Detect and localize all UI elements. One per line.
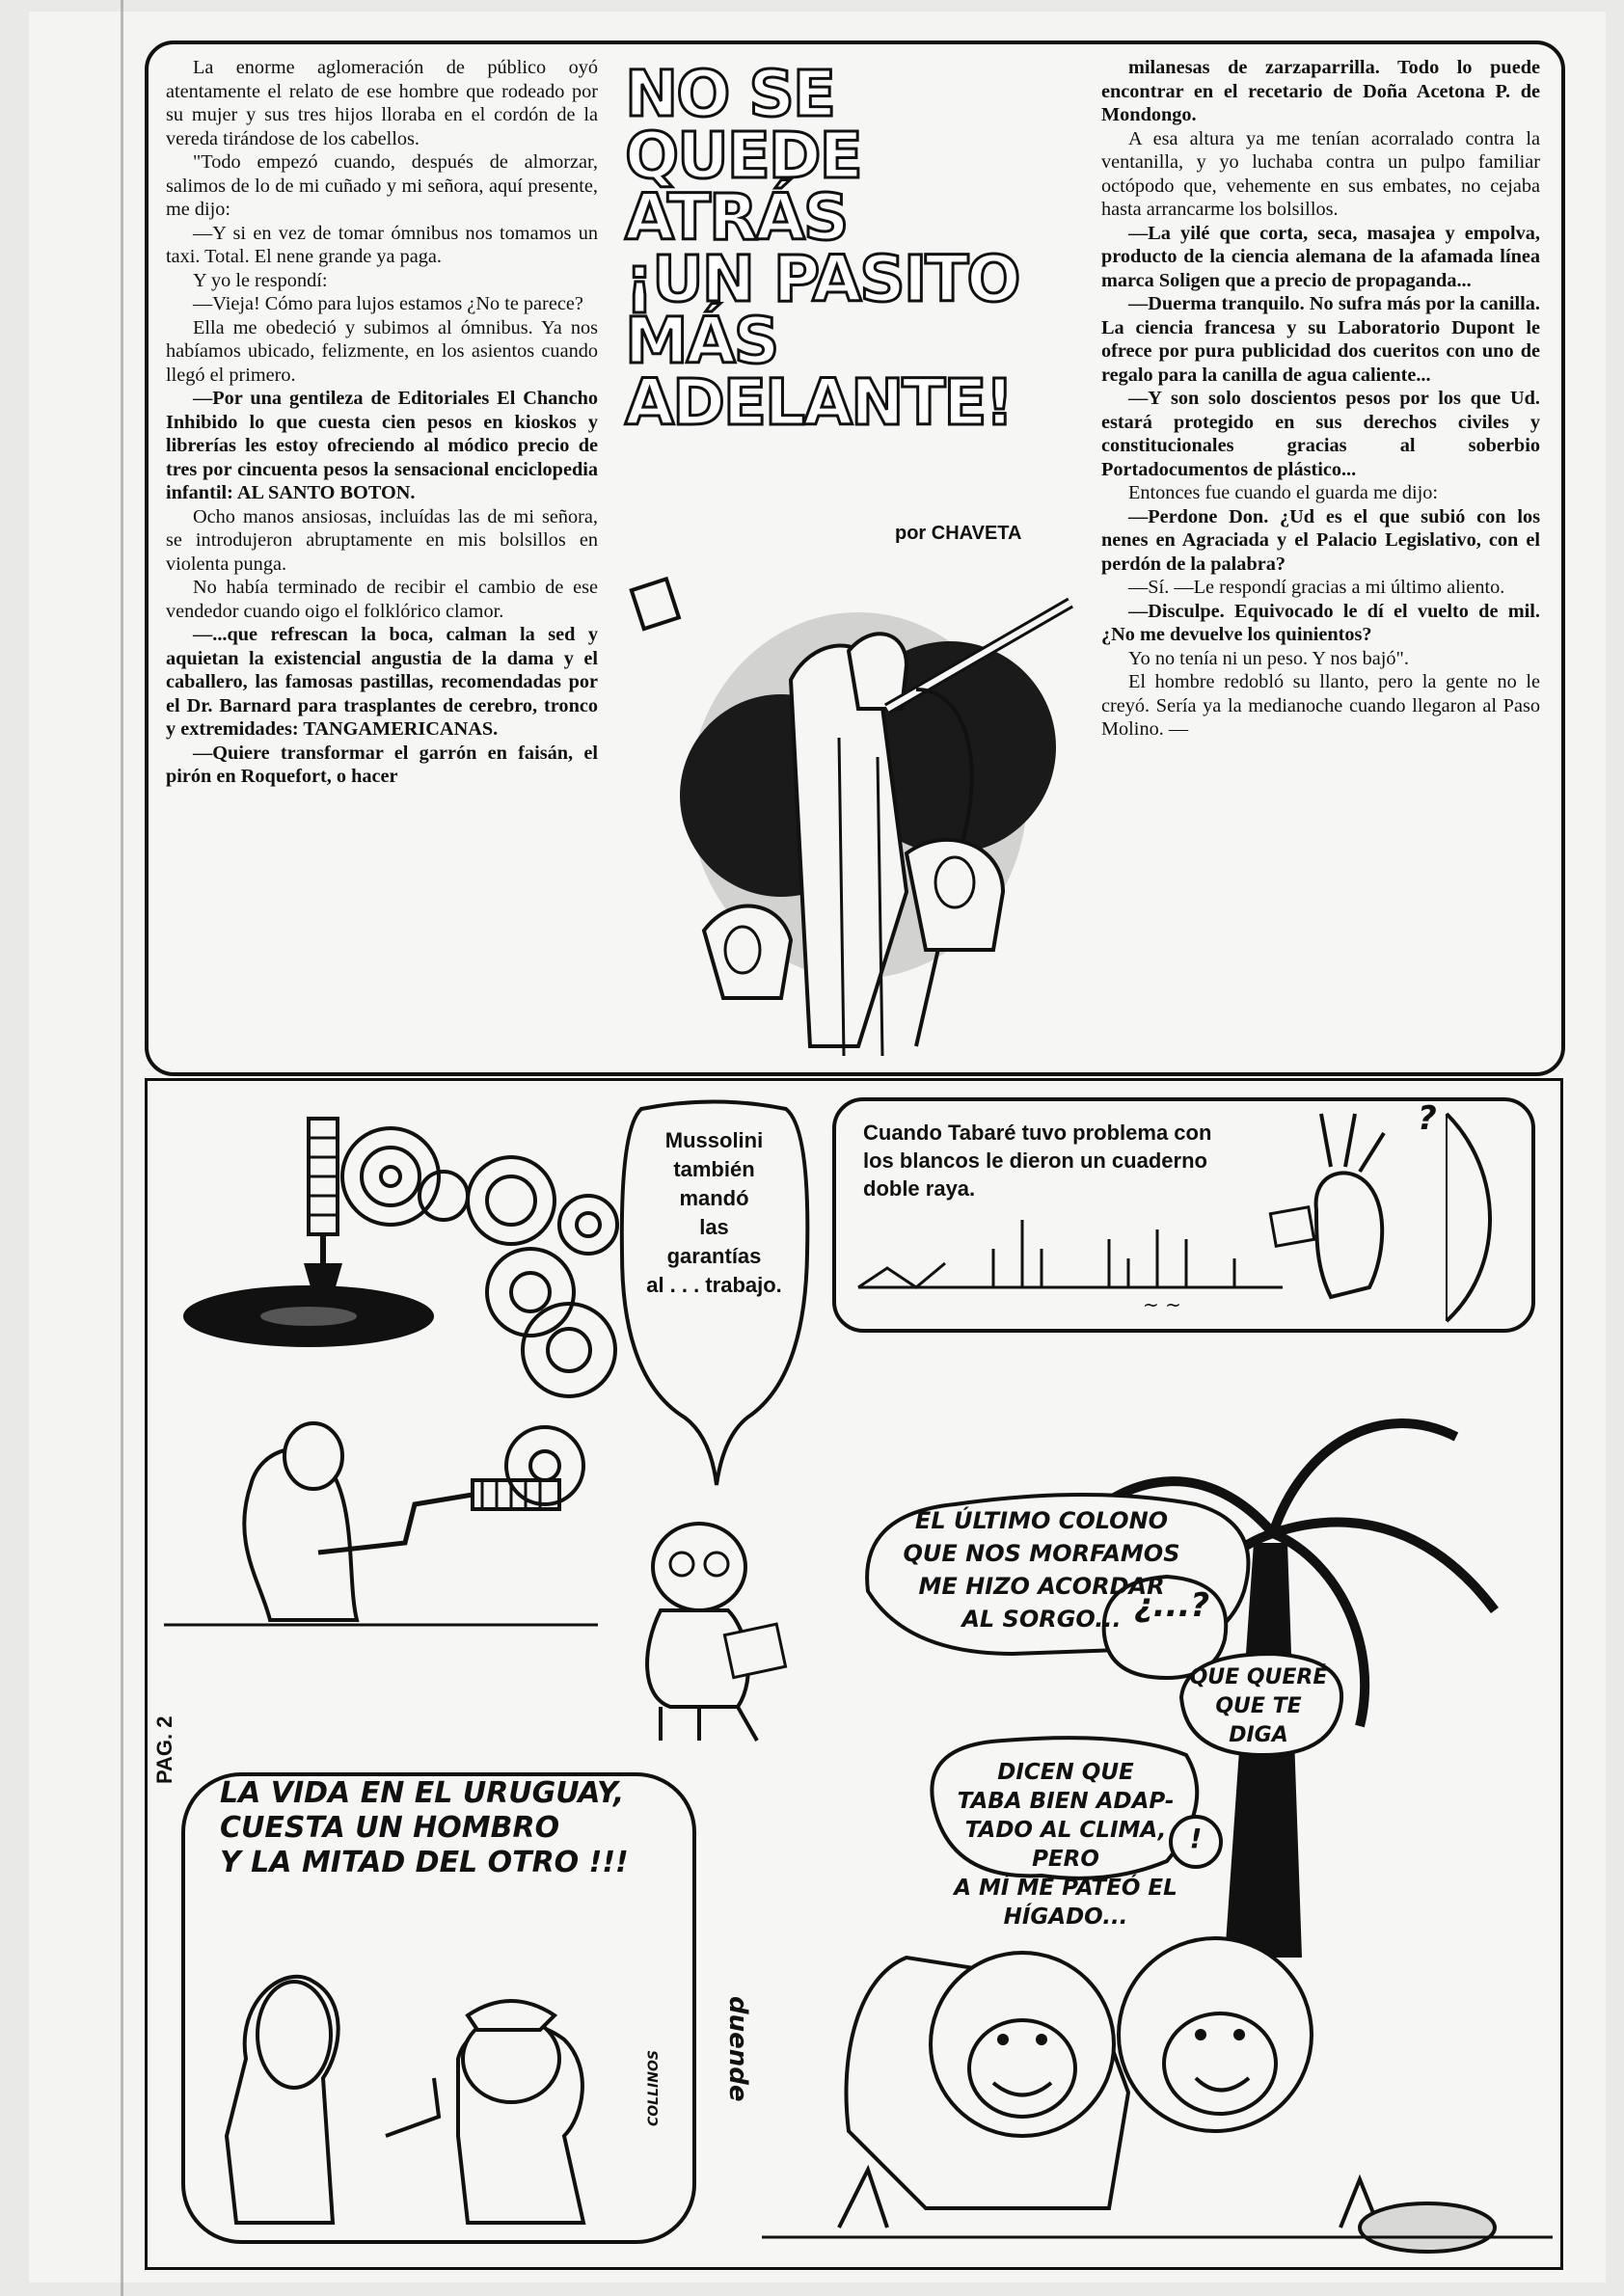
dicen-balloon-text <box>940 1758 1191 1931</box>
mussolini-line-1: Mussolini <box>664 1128 764 1152</box>
dicen-line-5: HÍGADO... <box>1003 1904 1128 1930</box>
tabare-question-mark: ? <box>1418 1099 1437 1138</box>
article-paragraph: —Por una gentileza de Editoriales El Chancho Inhibido lo que cuesta cien pesos en kioskos y librerías les estoy ofreciendo al módico precio de tres por cincuenta pesos la sensacional enciclopedia infantil: AL SANTO BOTON. <box>166 388 598 503</box>
page-number: PAG. 2 <box>152 1715 176 1784</box>
article-paragraph: Yo no tenía ni un peso. Y nos bajó". <box>1128 647 1409 669</box>
gears-cartoon <box>164 1099 627 1639</box>
article-paragraph: —Sí. —Le respondí gracias a mi último aliento. <box>1128 577 1505 598</box>
uruguay-line-1: LA VIDA EN EL URUGUAY, <box>220 1776 625 1810</box>
quequere-line-1: QUE QUERÉ <box>1189 1665 1328 1689</box>
headline-line-6: ADELANTE! <box>625 365 1013 440</box>
tabare-line-3: doble raya. <box>863 1176 976 1201</box>
exclaim-balloon-text: ! <box>1189 1823 1203 1854</box>
article-paragraph: —Vieja! Cómo para lujos estamos ¿No te parece? <box>193 293 583 314</box>
colono-line-1: EL ÚLTIMO COLONO <box>914 1507 1169 1534</box>
article-paragraph: —Y si en vez de tomar ómnibus nos tomamos un taxi. Total. El nene grande ya paga. <box>166 222 598 267</box>
article-paragraph: Entonces fue cuando el guarda me dijo: <box>1128 482 1439 503</box>
ticket-sellers-illustration <box>617 545 1099 1066</box>
svg-text:~ ~: ~ ~ <box>1143 1293 1181 1316</box>
article-byline: por CHAVETA <box>895 523 1022 544</box>
article-headline <box>625 57 1078 440</box>
article-paragraph: Ella me obedeció y subimos al ómnibus. Ya nos habíamos ubicado, felizmente, en los asientos cuando llegó el primero. <box>166 316 598 386</box>
article-paragraph: No había terminado de recibir el cambio de ese vendedor cuando oigo el folklórico clamor. <box>166 577 598 622</box>
article-paragraph: A esa altura ya me tenían acorralado contra la ventanilla, y yo luchaba contra un pulpo familiar octópodo que, vehemente en sus embates, no cejaba hasta arrancarme los bolsillos. <box>1101 127 1540 220</box>
article-paragraph: —Disculpe. Equivocado le dí el vuelto de mil. ¿No me devuelve los quinientos? <box>1101 600 1540 645</box>
mussolini-line-6: al . . . trabajo. <box>646 1273 782 1297</box>
tabare-line-2: los blancos le dieron un cuaderno <box>863 1148 1207 1173</box>
headline-line-3: ATRÁS <box>625 180 848 255</box>
headline-line-2: QUEDE <box>625 119 861 193</box>
colono-line-2: QUE NOS MORFAMOS <box>903 1540 1180 1567</box>
mussolini-line-2: también <box>673 1157 755 1181</box>
dicen-line-3: TADO AL CLIMA, PERO <box>964 1818 1167 1872</box>
article-paragraph: "Todo empezó cuando, después de almorzar, salimos de lo de mi cuñado y mi señora, aquí presente, me dijo: <box>166 151 598 220</box>
article-paragraph: El hombre redobló su llanto, pero la gente no le creyó. Sería ya la medianoche cuando llegaron al Paso Molino. — <box>1101 671 1540 740</box>
article-paragraph: —...que refrescan la boca, calman la sed y aquietan la existencial angustia de la dama y el caballero, las famosas pastillas, recomendadas por el Dr. Barnard para trasplantes de cerebro, tronco y extremidades: TANGAMERICANAS. <box>166 624 598 740</box>
dicen-line-4: A MÍ ME PATEÓ EL <box>954 1876 1177 1901</box>
quequere-balloon-text <box>1186 1663 1331 1750</box>
article-paragraph: —La yilé que corta, seca, masajea y empolva, producto de la ciencia alemana de la afamada línea marca Soligen que a precio de propaganda... <box>1101 222 1540 291</box>
mussolini-line-3: mandó <box>679 1186 749 1210</box>
uruguay-line-3: Y LA MITAD DEL OTRO !!! <box>220 1846 629 1879</box>
question-balloon-text: ¿...? <box>1133 1586 1210 1625</box>
article-paragraph: milanesas de zarzaparrilla. Todo lo puede encontrar en el recetario de Doña Acetona P. de Mondongo. <box>1101 57 1540 125</box>
dicen-line-1: DICEN QUE <box>997 1760 1134 1785</box>
colono-line-4: AL SORGO... <box>961 1606 1122 1633</box>
article-left-column <box>166 56 598 1059</box>
article-paragraph: —Perdone Don. ¿Ud es el que subió con los nenes en Agraciada y el Palacio Legislativo, con el perdón de la palabra? <box>1101 505 1540 575</box>
article-paragraph: Y yo le respondí: <box>193 269 328 291</box>
mussolini-line-5: garantías <box>666 1244 762 1268</box>
headline-line-1: NO SE <box>625 57 834 131</box>
mussolini-balloon-text <box>625 1126 803 1300</box>
headline-line-4: ¡UN PASITO <box>625 242 1019 316</box>
tabare-caption <box>863 1119 1307 1202</box>
duende-signature: duende <box>723 1996 752 2102</box>
collinos-signature: COLLINOS <box>646 2050 662 2126</box>
quequere-line-2: QUE TE DIGA <box>1215 1694 1302 1747</box>
article-paragraph: —Duerma tranquilo. No sufra más por la canilla. La ciencia francesa y su Laboratorio Dupont le ofrece por pura publicidad dos cueritos con uno de regalo para la canilla de agua caliente... <box>1101 293 1540 386</box>
colono-line-3: ME HIZO ACORDAR <box>918 1573 1165 1600</box>
article-paragraph: —Y son solo doscientos pesos por los que Ud. estará protegido en sus derechos civiles y constitucionales gracias al soberbio Portadocumentos de plástico... <box>1101 388 1540 480</box>
article-paragraph: La enorme aglomeración de público oyó atentamente el relato de ese hombre que rodeado por su mujer y sus tres hijos lloraba en el cordón de la vereda tirándose de los cabellos. <box>166 57 598 149</box>
dicen-line-2: TABA BIEN ADAP- <box>957 1789 1175 1814</box>
tabare-line-1: Cuando Tabaré tuvo problema con <box>863 1121 1212 1145</box>
article-right-column <box>1101 56 1540 1059</box>
mussolini-line-4: las <box>699 1215 729 1239</box>
uruguay-caption <box>220 1776 673 1880</box>
headline-line-5: MÁS <box>625 304 778 378</box>
page-fold-line <box>121 0 123 2296</box>
article-paragraph: Ocho manos ansiosas, incluídas las de mi señora, se introdujeron abruptamente en mis bolsillos en violenta punga. <box>166 505 598 575</box>
article-paragraph: —Quiere transformar el garrón en faisán, el pirón en Roquefort, o hacer <box>166 742 598 787</box>
uruguay-line-2: CUESTA UN HOMBRO <box>220 1811 560 1845</box>
